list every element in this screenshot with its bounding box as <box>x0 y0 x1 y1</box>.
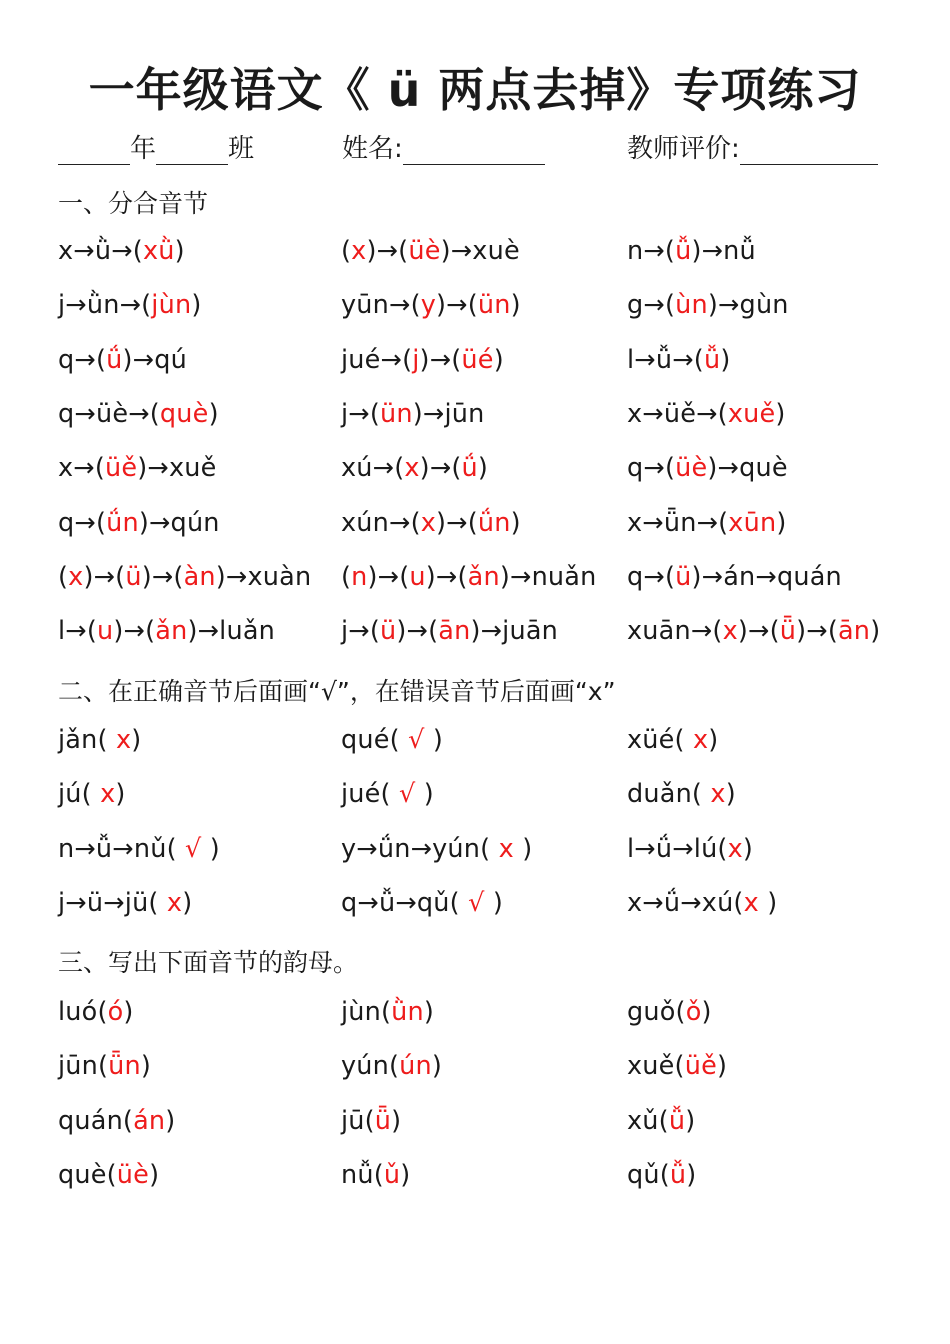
section-heading: 一、分合音节 <box>58 189 209 218</box>
exercise-item <box>58 236 185 266</box>
prompt-text: yūn→( <box>341 290 421 321</box>
answer-text: √ <box>399 779 416 810</box>
prompt-text: x→ǘ→xú( <box>627 887 744 918</box>
answer-text: xuě <box>727 398 776 429</box>
prompt-text: )→( <box>425 561 468 592</box>
exercise-item <box>627 725 718 755</box>
prompt-text: qǔ( <box>627 1159 670 1190</box>
prompt-text: ) <box>208 398 219 429</box>
answer-text: ǖ <box>374 1105 392 1136</box>
answer-text: x <box>743 887 759 918</box>
prompt-text: q→( <box>627 561 676 592</box>
page-title: 一年级语文《 ü 两点去掉》专项练习 <box>88 63 862 117</box>
prompt-text: l→( <box>58 616 97 647</box>
answer-text: x <box>710 779 726 810</box>
prompt-text: )→( <box>419 344 462 375</box>
exercise-item <box>627 290 789 320</box>
exercise-item <box>627 345 730 375</box>
exercise-item <box>341 290 521 320</box>
prompt-text: )→án→quán <box>691 561 842 592</box>
prompt-text: ) <box>484 887 504 918</box>
prompt-text: )→( <box>113 616 156 647</box>
class-label: 班 <box>228 134 255 164</box>
prompt-text: )→( <box>367 561 410 592</box>
prompt-text: ) <box>701 997 712 1027</box>
answer-text: ü <box>125 561 142 592</box>
eval-label: 教师评价: <box>627 134 740 164</box>
answer-text: x <box>68 561 84 592</box>
prompt-text: x→ǜ→( <box>58 236 143 266</box>
exercise-item <box>58 399 219 429</box>
prompt-text: l→ǚ→( <box>627 344 704 375</box>
prompt-text: )→( <box>419 453 462 484</box>
prompt-text: xüé( <box>627 725 693 755</box>
prompt-text: ) <box>758 887 778 918</box>
answer-text: ǘ <box>106 344 123 375</box>
prompt-text: j→( <box>341 398 380 429</box>
prompt-text: ) <box>149 1159 160 1190</box>
prompt-text: ) <box>870 616 881 647</box>
answer-text: √ <box>408 725 425 755</box>
exercise-item <box>58 290 201 320</box>
exercise-item <box>58 1051 151 1081</box>
prompt-text: ) <box>423 997 435 1027</box>
prompt-text: x→ǖn→( <box>627 507 729 538</box>
prompt-text: x→üě→( <box>627 398 728 429</box>
prompt-text: jùn( <box>341 997 392 1027</box>
answer-text: ān <box>438 616 471 647</box>
prompt-text: xún→( <box>341 507 421 538</box>
prompt-text: jūn( <box>58 1051 109 1082</box>
prompt-text: què( <box>58 1159 117 1190</box>
exercise-item <box>341 453 488 483</box>
answer-text: y <box>420 290 437 321</box>
prompt-text: ) <box>720 344 731 375</box>
prompt-text: ) <box>431 1051 443 1082</box>
prompt-text: )→luǎn <box>187 616 276 647</box>
prompt-text: duǎn( <box>627 779 711 810</box>
prompt-text: x→( <box>58 453 106 484</box>
prompt-text: jǎn( <box>58 725 116 755</box>
prompt-text: ) <box>140 1051 152 1082</box>
exercise-item <box>58 1106 175 1136</box>
answer-text: ǎn <box>155 616 188 647</box>
answer-text: x <box>404 453 420 484</box>
prompt-text: ( <box>58 561 69 592</box>
prompt-text: yún( <box>341 1051 400 1082</box>
prompt-text: )→( <box>436 507 478 538</box>
answer-text: xǜ <box>142 236 175 266</box>
answer-text: ó <box>107 997 124 1027</box>
prompt-text: ) <box>191 290 202 321</box>
exercise-item <box>341 1160 410 1190</box>
prompt-text: ) <box>123 997 134 1027</box>
exercise-item <box>58 562 311 592</box>
answer-text: üé <box>461 344 494 375</box>
prompt-text: n→( <box>627 236 676 266</box>
answer-text: ǎn <box>467 561 500 592</box>
exercise-item <box>58 779 126 809</box>
exercise-item <box>627 1160 696 1190</box>
exercise-item <box>58 997 134 1027</box>
prompt-text: xǔ( <box>627 1105 669 1136</box>
prompt-text: q→( <box>627 453 676 484</box>
answer-text: u <box>409 561 426 592</box>
exercise-item <box>58 508 220 538</box>
answer-text: ü <box>675 561 692 592</box>
exercise-item <box>627 997 712 1027</box>
prompt-text: guǒ( <box>627 997 686 1027</box>
name-blank[interactable] <box>403 134 545 165</box>
prompt-text: ) <box>708 725 719 755</box>
answer-text: üě <box>105 453 138 484</box>
prompt-text: )→xuě <box>137 453 217 484</box>
prompt-text: )→( <box>436 290 478 321</box>
prompt-text: )→nuǎn <box>499 561 597 592</box>
student-name-field <box>342 128 545 165</box>
exercise-item <box>341 399 484 429</box>
prompt-text: ) <box>513 833 533 864</box>
exercise-item <box>58 834 220 864</box>
answer-text: ān <box>837 616 871 647</box>
grade-class-fields <box>58 128 254 165</box>
prompt-text: )→qú <box>122 344 187 375</box>
prompt-text: ) <box>686 1159 697 1190</box>
answer-text: jùn <box>151 290 192 321</box>
answer-text: √ <box>185 833 202 864</box>
answer-text: ün <box>380 398 413 429</box>
answer-text: x <box>722 616 738 647</box>
prompt-text: ) <box>725 779 736 810</box>
prompt-text: ) <box>742 833 754 864</box>
prompt-text: j→ǜn→( <box>58 290 152 321</box>
prompt-text: ) <box>115 779 126 810</box>
exercise-item <box>58 888 192 918</box>
prompt-text: xuān→( <box>627 616 723 647</box>
answer-text: ǚ <box>669 1159 687 1190</box>
answer-text: üě <box>684 1051 717 1082</box>
exercise-item <box>58 453 217 483</box>
grade-label: 年 <box>130 134 157 164</box>
answer-text: ün <box>477 290 511 321</box>
exercise-item <box>58 616 275 646</box>
answer-text: x <box>420 507 437 538</box>
prompt-text: qué( <box>341 725 409 755</box>
prompt-text: )→què <box>707 453 788 484</box>
exercise-item <box>341 616 558 646</box>
prompt-text: )→xuè <box>440 236 520 266</box>
answer-text: j <box>412 344 420 375</box>
answer-text: ǘ <box>461 453 478 484</box>
exercise-item <box>341 1051 442 1081</box>
prompt-text: )→xuàn <box>215 561 312 592</box>
prompt-text: )→juān <box>470 616 559 647</box>
prompt-text: )→( <box>737 616 780 647</box>
exercise-item <box>341 562 597 592</box>
answer-text: x <box>693 725 709 755</box>
prompt-text: ) <box>685 1105 696 1136</box>
answer-text: ǚ <box>668 1105 686 1136</box>
answer-text: n <box>351 561 368 592</box>
prompt-text: ( <box>341 561 352 592</box>
prompt-text: jū( <box>341 1105 375 1136</box>
prompt-text: y→ǘn→yún( <box>341 833 499 864</box>
prompt-text: xú→( <box>341 453 405 484</box>
prompt-text: ) <box>424 725 444 755</box>
exercise-item <box>627 236 756 266</box>
prompt-text: ) <box>400 1159 411 1190</box>
exercise-item <box>627 1106 695 1136</box>
answer-text: ùn <box>675 290 708 321</box>
prompt-text: ) <box>182 887 193 918</box>
exercise-item <box>341 508 521 538</box>
eval-blank[interactable] <box>740 134 878 165</box>
prompt-text: l→ǘ→lú( <box>627 833 728 864</box>
answer-text: ǚ <box>703 344 721 375</box>
prompt-text: g→( <box>627 290 676 321</box>
exercise-item <box>341 834 532 864</box>
prompt-text: j→ü→jü( <box>58 887 167 918</box>
exercise-item <box>341 725 443 755</box>
prompt-text: q→üè→( <box>58 398 160 429</box>
prompt-text: jué( <box>341 779 399 810</box>
exercise-item <box>627 834 753 864</box>
exercise-item <box>341 345 504 375</box>
answer-text: án <box>133 1105 166 1136</box>
exercise-item <box>627 399 786 429</box>
answer-text: ǚ <box>675 236 692 266</box>
exercise-item <box>627 888 777 918</box>
prompt-text: ) <box>131 725 142 755</box>
prompt-text: q→ǚ→qǔ( <box>341 887 469 918</box>
answer-text: x <box>100 779 116 810</box>
prompt-text: ) <box>201 833 220 864</box>
answer-text: ü <box>380 616 397 647</box>
exercise-item <box>58 725 141 755</box>
prompt-text: xuě( <box>627 1051 685 1082</box>
answer-text: x <box>115 725 132 755</box>
exercise-item <box>627 562 842 592</box>
exercise-item <box>341 997 434 1027</box>
prompt-text: ) <box>174 236 185 266</box>
prompt-text: ( <box>341 236 352 266</box>
prompt-text: q→( <box>58 344 107 375</box>
prompt-text: )→qún <box>138 507 220 538</box>
prompt-text: quán( <box>58 1105 134 1136</box>
prompt-text: n→ǚ→nǔ( <box>58 833 186 864</box>
exercise-item <box>627 1051 727 1081</box>
prompt-text: ) <box>776 507 787 538</box>
answer-text: ǘn <box>477 507 511 538</box>
grade-blank[interactable] <box>58 134 130 165</box>
exercise-item <box>58 1160 159 1190</box>
prompt-text: )→( <box>396 616 439 647</box>
prompt-text: ) <box>165 1105 176 1136</box>
answer-text: üè <box>408 236 441 266</box>
prompt-text: )→gùn <box>707 290 789 321</box>
prompt-text: ) <box>775 398 786 429</box>
prompt-text: )→( <box>796 616 838 647</box>
teacher-eval-field <box>627 128 878 165</box>
prompt-text: )→( <box>83 561 126 592</box>
prompt-text: ) <box>477 453 489 484</box>
exercise-item <box>627 508 786 538</box>
exercise-item <box>341 888 503 918</box>
answer-text: x <box>727 833 743 864</box>
answer-text: ún <box>399 1051 432 1082</box>
answer-text: u <box>97 616 114 647</box>
prompt-text: ) <box>493 344 504 375</box>
prompt-text: ) <box>415 779 434 810</box>
prompt-text: )→( <box>141 561 184 592</box>
prompt-text: jué→( <box>341 344 413 375</box>
prompt-text: nǚ( <box>341 1159 384 1190</box>
section-heading: 三、写出下面音节的韵母。 <box>58 948 359 977</box>
prompt-text: )→jūn <box>412 398 485 429</box>
prompt-text: ) <box>716 1051 728 1082</box>
answer-text: ǘn <box>106 507 139 538</box>
answer-text: √ <box>468 887 485 918</box>
answer-text: ǒ <box>685 997 702 1027</box>
exercise-item <box>341 236 520 266</box>
answer-text: àn <box>183 561 216 592</box>
exercise-item <box>627 779 736 809</box>
class-blank[interactable] <box>156 134 228 165</box>
answer-text: ǖn <box>108 1051 141 1082</box>
prompt-text: q→( <box>58 507 107 538</box>
prompt-text: jú( <box>58 779 101 810</box>
prompt-text: luó( <box>58 997 108 1027</box>
answer-text: üè <box>675 453 708 484</box>
answer-text: xūn <box>728 507 777 538</box>
answer-text: què <box>159 398 209 429</box>
exercise-item <box>627 616 880 646</box>
prompt-text: j→( <box>341 616 380 647</box>
exercise-item <box>341 779 434 809</box>
prompt-text: )→nǚ <box>691 236 756 266</box>
section-heading: 二、在正确音节后面画“√”，在错误音节后面画“x” <box>58 677 616 706</box>
answer-text: üè <box>116 1159 150 1190</box>
prompt-text: ) <box>391 1105 402 1136</box>
exercise-item <box>341 1106 401 1136</box>
answer-text: ǔ <box>383 1159 401 1190</box>
exercise-item <box>58 345 187 375</box>
answer-text: x <box>351 236 367 266</box>
prompt-text: ) <box>510 507 521 538</box>
answer-text: x <box>498 833 514 864</box>
prompt-text: ) <box>510 290 521 321</box>
answer-text: ǜn <box>391 997 424 1027</box>
name-label: 姓名: <box>342 134 403 164</box>
answer-text: ǖ <box>779 616 797 647</box>
prompt-text: )→( <box>366 236 409 266</box>
exercise-item <box>627 453 788 483</box>
answer-text: x <box>166 887 183 918</box>
